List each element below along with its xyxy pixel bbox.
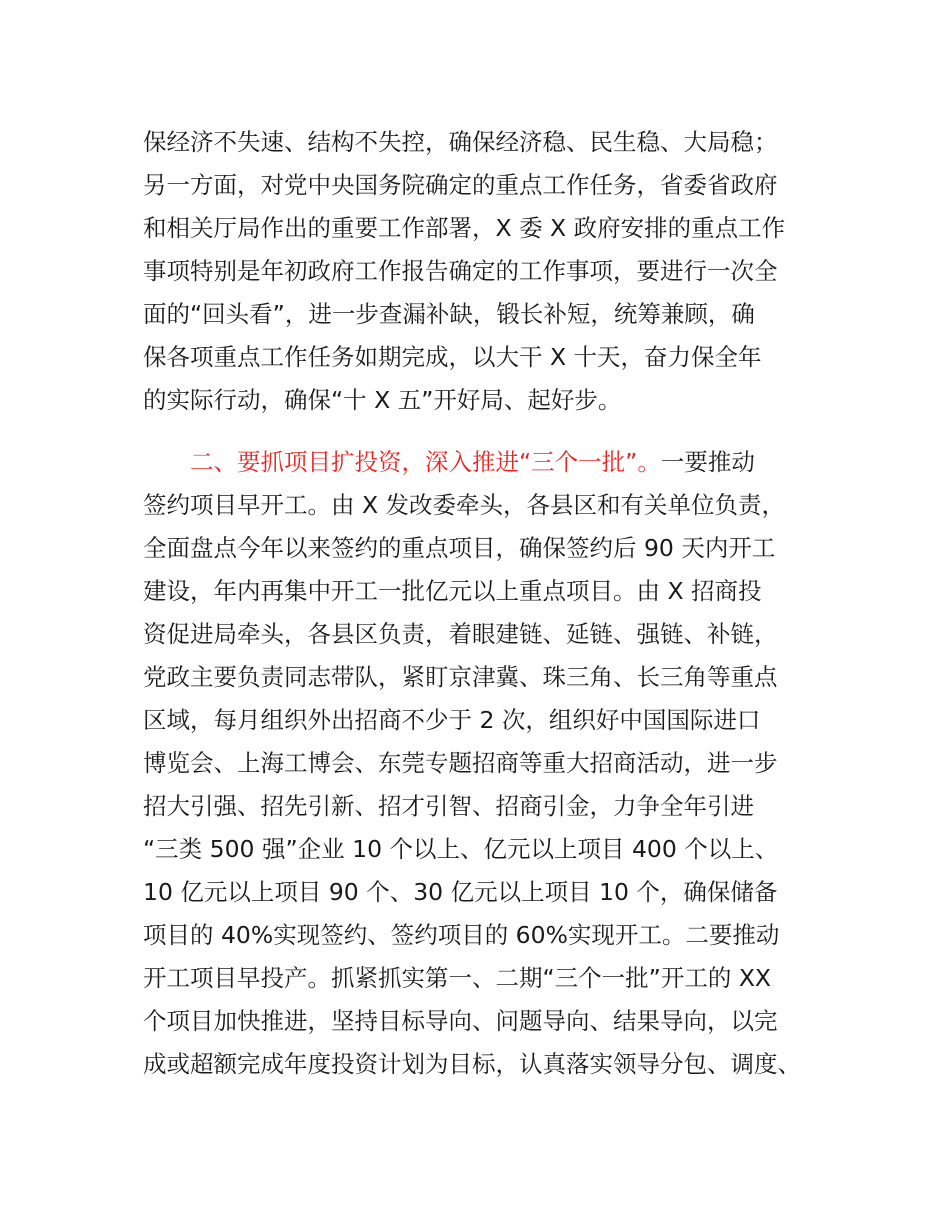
paragraph-1-line-5: 面的“回头看”，进一步查漏补缺，锻长补短，统筹兼顾，确 xyxy=(143,300,755,328)
paragraph-2-line-3: 建设，年内再集中开工一批亿元以上重点项目。由 X 招商投 xyxy=(143,577,762,605)
paragraph-2-line-7: 博览会、上海工博会、东莞专题招商等重大招商活动，进一步 xyxy=(143,749,778,777)
paragraph-2-line-1: 签约项目早开工。由 X 发改委牵头，各县区和有关单位负责， xyxy=(143,491,786,519)
paragraph-2-line-12: 开工项目早投产。抓紧抓实第一、二期“三个一批”开工的 XX xyxy=(143,964,772,992)
paragraph-2-first-line xyxy=(190,447,755,477)
paragraph-2-line-2: 全面盘点今年以来签约的重点项目，确保签约后 90 天内开工 xyxy=(143,534,776,562)
paragraph-1-line-7: 的实际行动，确保“十 X 五”开好局、起好步。 xyxy=(143,386,622,414)
paragraph-2-line-10: 10 亿元以上项目 90 个、30 亿元以上项目 10 个，确保储备 xyxy=(143,878,778,906)
paragraph-2-line-4: 资促进局牵头，各县区负责，着眼建链、延链、强链、补链， xyxy=(143,620,778,648)
paragraph-2-first-line-rest: 一要推动 xyxy=(660,448,755,476)
paragraph-2-line-5: 党政主要负责同志带队，紧盯京津冀、珠三角、长三角等重点 xyxy=(143,663,778,691)
paragraph-2-line-8: 招大引强、招先引新、招才引智、招商引金，力争全年引进 xyxy=(143,792,754,820)
paragraph-1-line-1: 保经济不失速、结构不失控，确保经济稳、民生稳、大局稳； xyxy=(143,128,778,156)
paragraph-1-line-6: 保各项重点工作任务如期完成，以大干 X 十天，奋力保全年 xyxy=(143,343,762,371)
paragraph-1-line-2: 另一方面，对党中央国务院确定的重点工作任务，省委省政府 xyxy=(143,171,778,199)
paragraph-2-line-9: “三类 500 强”企业 10 个以上、亿元以上项目 400 个以上、 xyxy=(143,835,779,863)
paragraph-2-line-6: 区域，每月组织外出招商不少于 2 次，组织好中国国际进口 xyxy=(143,706,761,734)
paragraph-2-line-13: 个项目加快推进，坚持目标导向、问题导向、结果导向，以完 xyxy=(143,1007,778,1035)
paragraph-1-line-3: 和相关厅局作出的重要工作部署，X 委 X 政府安排的重点工作 xyxy=(143,214,786,242)
paragraph-2-line-11: 项目的 40%实现签约、签约项目的 60%实现开工。二要推动 xyxy=(143,921,780,949)
paragraph-2-line-14: 成或超额完成年度投资计划为目标，认真落实领导分包、调度、 xyxy=(143,1050,801,1078)
paragraph-1-line-4: 事项特别是年初政府工作报告确定的工作事项，要进行一次全 xyxy=(143,257,778,285)
section-heading: 二、要抓项目扩投资，深入推进“三个一批”。 xyxy=(190,448,661,476)
